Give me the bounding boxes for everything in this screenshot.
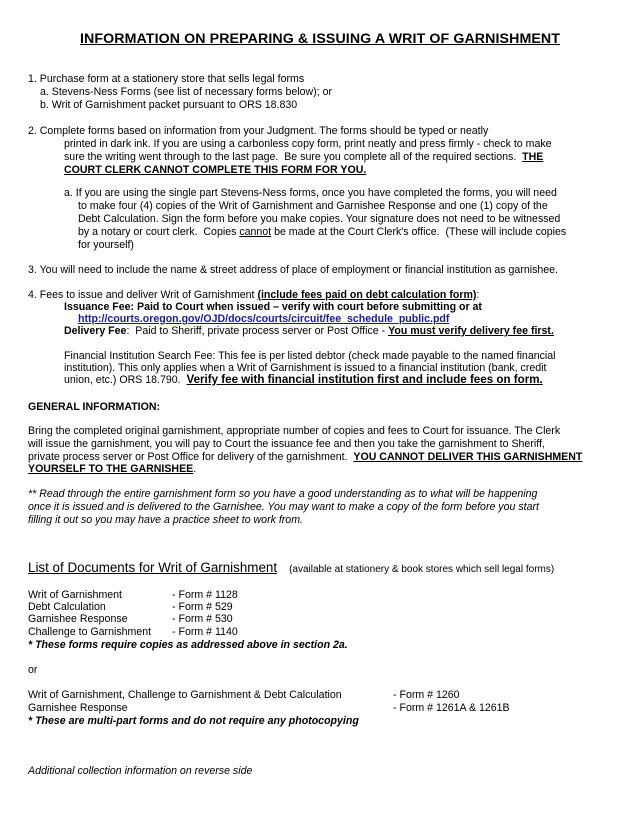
section-4-heading: 4. Fees to issue and deliver Writ of Garnishment (include fees paid on debt calculation form): [28,289,480,301]
general-line-2: will issue the garnishment, you will pay to Court the issuance fee and then you take the garnishment to Sheriff, [28,438,545,450]
section-2a-line-1: a. If you are using the single part Stevens-Ness forms, once you have completed the forms, you will need [64,187,557,199]
multipart-row: Garnishee Response [28,702,128,714]
section-2-line-3: sure the writing went through to the last page. Be sure you complete all of the required sections. THE [64,151,544,163]
clerk-warning: COURT CLERK CANNOT COMPLETE THIS FORM FOR YOU. [64,164,367,176]
form-number: - Form # 530 [172,613,233,625]
forms-note: * These forms require copies as addressed above in section 2a. [28,639,348,651]
section-2-line-2: printed in dark ink. If you are using a carbonless copy form, print neatly and press firmly - check to make [64,138,552,150]
financial-fee-line-1: Financial Institution Search Fee: This fee is per listed debtor (check made payable to the named financial [64,350,556,362]
clerk-warning-start: THE [522,151,544,163]
section-1-item-a: a. Stevens-Ness Forms (see list of necessary forms below); or [40,86,333,98]
form-row: Challenge to Garnishment [28,626,152,638]
section-2a-line-5: for yourself) [78,239,134,251]
issuance-fee: Issuance Fee: Paid to Court when issued – verify with court before submitting or at [64,301,482,313]
general-info-heading: GENERAL INFORMATION: [28,401,161,413]
or-separator: or [28,664,38,676]
footer-note: Additional collection information on reverse side [28,765,253,777]
form-number: - Form # 529 [172,601,233,613]
documents-availability: (available at stationery & book stores which sell legal forms) [289,564,555,575]
section-3: 3. You will need to include the name & street address of place of employment or financial institution as garnishee. [28,264,559,276]
form-row: Writ of Garnishment [28,589,122,601]
multipart-note: * These are multi-part forms and do not require any photocopying [28,715,359,727]
read-note-line-3: filling it out so you may have a practice sheet to work from. [28,514,303,526]
multipart-form-number: - Form # 1261A & 1261B [393,702,510,714]
form-number: - Form # 1128 [172,589,238,601]
financial-fee-line-3: union, etc.) ORS 18.790. Verify fee with financial institution first and include fees on form. [64,373,543,386]
general-line-1: Bring the completed original garnishment, appropriate number of copies and fees to Court for issuance. The Clerk [28,425,561,437]
form-number: - Form # 1140 [172,626,238,638]
fee-schedule-link[interactable]: http://courts.oregon.gov/OJD/docs/courts/circuit/fee_schedule_public.pdf [78,313,450,325]
documents-heading: List of Documents for Writ of Garnishment [28,560,278,575]
section-1-item-b: b. Writ of Garnishment packet pursuant to ORS 18.830 [40,99,298,111]
page-title: INFORMATION ON PREPARING & ISSUING A WRIT OF GARNISHMENT [79,31,561,47]
read-note-line-1: ** Read through the entire garnishment form so you have a good understanding as to what will be happening [28,488,538,500]
general-line-3: private process server or Post Office for delivery of the garnishment. YOU CANNOT DELIVER THIS GARNISHMENT [28,451,583,463]
form-row: Garnishee Response [28,613,128,625]
read-note-line-2: once it is issued and is delivered to the Garnishee. You may want to make a copy of the form before you start [28,501,539,513]
delivery-fee: Delivery Fee: Paid to Sheriff, private process server or Post Office - You must verify delivery fee first. [64,325,554,337]
section-2-line-1: 2. Complete forms based on information from your Judgment. The forms should be typed or neatly [28,125,489,137]
multipart-row: Writ of Garnishment, Challenge to Garnishment & Debt Calculation [28,689,342,701]
section-2a-line-4: by a notary or court clerk. Copies cannot be made at the Court Clerk's office. (These will include copies [78,226,567,238]
multipart-form-number: - Form # 1260 [393,689,460,701]
general-line-4: YOURSELF TO THE GARNISHEE. [28,463,197,475]
financial-fee-line-2: institution). This only applies when a Writ of Garnishment is issued to a financial institution (bank, credit [64,362,547,374]
form-row: Debt Calculation [28,601,106,613]
section-2a-line-3: Debt Calculation. Sign the form before you make copies. Your signature does not need to be witnessed [78,213,561,225]
section-1-heading: 1. Purchase form at a stationery store that sells legal forms [28,73,305,85]
section-2a-line-2: to make four (4) copies of the Writ of Garnishment and Garnishee Response and one (1) copy of the [78,200,548,212]
documents-heading-row [28,562,554,577]
